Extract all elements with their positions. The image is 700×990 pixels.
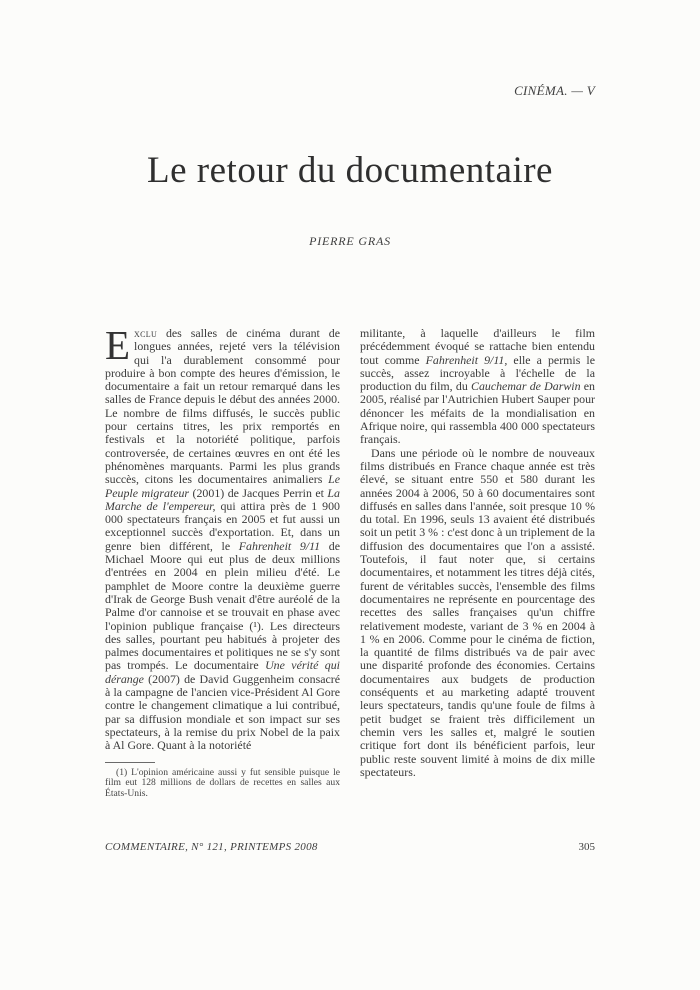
footnote-block bbox=[105, 762, 340, 800]
page-footer bbox=[105, 841, 595, 853]
footer-journal-line: COMMENTAIRE, N° 121, PRINTEMPS 2008 bbox=[105, 841, 318, 853]
article-title: Le retour du documentaire bbox=[147, 150, 553, 191]
dropcap-letter: E bbox=[105, 322, 131, 368]
left-column bbox=[105, 322, 340, 800]
footer-page-number: 305 bbox=[578, 841, 595, 853]
article-body bbox=[105, 322, 595, 800]
paragraph-1 bbox=[105, 322, 340, 753]
footnote-rule bbox=[105, 762, 155, 763]
footnote-text: (1) L'opinion américaine aussi y fut sensible puisque le film eut 128 millions de dollars de recettes en salles aux États-Unis. bbox=[105, 766, 340, 800]
paragraph-1-continuation: militante, à laquelle d'ailleurs le film précédemment évoqué se rattache bien entendu tout comme Fahrenheit 9/11, elle a permis le succès, assez incroyable à l'échelle de la production du film, du Cauchemar de Darwin en 2005, réalisé par l'Autrichien Hubert Sauper pour dénoncer les méfaits de la mondialisation en Afrique noire, qui rassembla 400 000 spectateurs français. bbox=[360, 326, 595, 447]
right-column bbox=[360, 327, 595, 800]
running-head: CINÉMA. — V bbox=[514, 83, 595, 98]
author-name: PIERRE GRAS bbox=[309, 234, 391, 248]
paragraph-1-text: xclu des salles de cinéma durant de longues années, rejeté vers la télévision qui l'a durablement consommé pour produire à bon compte des heures d'émission, le documentaire a fait un retour remarqué dans les salles de France depuis le début des années 2000. Le nombre de films diffusés, le succès public pour certains titres, les prix remportés en festivals et la notoriété politique, parfois controversée, de certaines œuvres en ont été les phénomènes marquants. Parmi les plus grands succès, citons les documentaires animaliers Le Peuple migrateur (2001) de Jacques Perrin et La Marche de l'empereur, qui attira près de 1 900 000 spectateurs français en 2005 et fut aussi un exceptionnel succès d'exportation. Et, dans un genre bien différent, le Fahrenheit 9/11 de Michael Moore qui eut plus de deux millions d'entrées en 2004 en plein milieu d'été. Le pamphlet de Moore contre la deuxième guerre d'Irak de George Bush venait d'être auréolé de la Palme d'or cannoise et se trouvait en phase avec l'opinion publique française (¹). Les directeurs des salles, pourtant peu habitués à projeter des palmes documentaires et politiques ne se s'y sont pas trompés. Le documentaire Une vérité qui dérange (2007) de David Guggenheim consacré à la campagne de l'ancien vice-Président Al Gore contre le changement climatique a lui contribué, par sa diffusion mondiale et son impact sur ses spectateurs, à la remise du prix Nobel de la paix à Al Gore. Quant à la notoriété bbox=[105, 326, 340, 753]
paragraph-2: Dans une période où le nombre de nouveaux films distribués en France chaque année est très élevé, se situant entre 550 et 580 durant les années 2004 à 2006, 50 à 60 documentaires sont diffusés en salles dans l'année, soit presque 10 % du total. En 1996, seuls 13 avaient été distribués soit un petit 3 % : c'est donc à un triplement de la diffusion des documentaires que l'on a assisté. Toutefois, il faut noter que, si certains documentaires, et notamment les titres déjà cités, furent de véritables succès, l'ensemble des films documentaires ne représente en pourcentage des recettes des salles françaises qu'un chiffre relativement modeste, variant de 3 % en 2004 à 1 % en 2006. Comme pour le cinéma de fiction, la quantité de films distribués va de pair avec une disparité profonde des économies. Certains documentaires aux budgets de production conséquents et au marketing adapté trouvent leurs spectateurs, tandis qu'une foule de films à petit budget se fraient très difficilement un chemin vers les salles et, malgré le soutien critique fort dont ils bénéficient parfois, leur public reste souvent limité à moins de dix mille spectateurs. bbox=[360, 445, 595, 779]
